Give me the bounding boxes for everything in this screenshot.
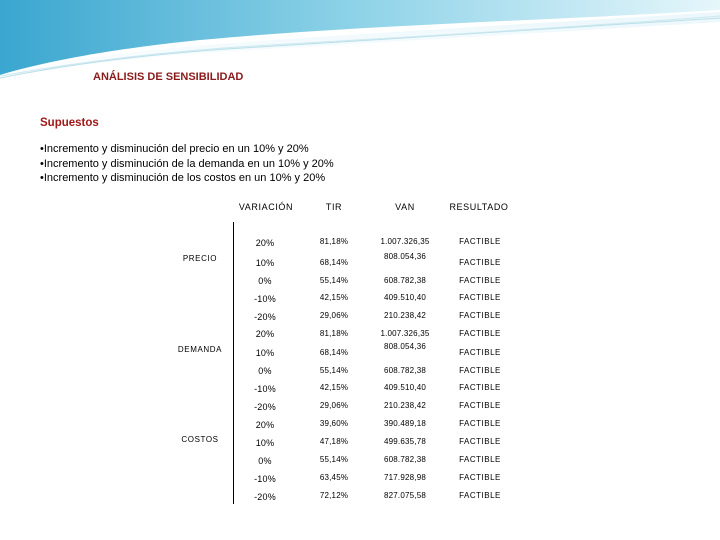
cell-variacion: -20% (254, 492, 276, 502)
cell-tir: 63,45% (319, 473, 349, 482)
table-divider (233, 222, 234, 504)
cell-resultado: FACTIBLE (459, 258, 501, 267)
cell-resultado: FACTIBLE (459, 419, 501, 428)
cell-tir: 55,14% (319, 276, 349, 285)
header-resultado: RESULTADO (449, 202, 509, 212)
assumption-item: •Incremento y disminución del precio en un 10% y 20% (40, 143, 309, 155)
cell-van: 499.635,78 (383, 437, 427, 446)
cell-resultado: FACTIBLE (459, 455, 501, 464)
cell-resultado: FACTIBLE (459, 491, 501, 500)
assumption-item: •Incremento y disminución de la demanda en un 10% y 20% (40, 157, 334, 170)
cell-tir: 42,15% (319, 383, 349, 392)
cell-variacion: -20% (254, 312, 276, 322)
cell-van: 1.007.326,35 (380, 329, 430, 338)
cell-resultado: FACTIBLE (459, 348, 501, 357)
cell-variacion: 20% (255, 238, 275, 248)
cell-variacion: -20% (254, 402, 276, 412)
cell-resultado: FACTIBLE (459, 366, 501, 375)
group-label-precio: PRECIO (182, 254, 218, 263)
header-wave-decoration (0, 0, 720, 80)
cell-variacion: -10% (254, 294, 276, 304)
cell-resultado: FACTIBLE (459, 311, 501, 320)
group-label-costos: COSTOS (181, 435, 219, 444)
cell-tir: 81,18% (319, 237, 349, 246)
cell-variacion: -10% (254, 384, 276, 394)
cell-tir: 81,18% (319, 329, 349, 338)
cell-variacion: 0% (258, 276, 272, 286)
cell-resultado: FACTIBLE (459, 401, 501, 410)
cell-resultado: FACTIBLE (459, 383, 501, 392)
assumption-item: •Incremento y disminución de los costos en un 10% y 20% (40, 172, 326, 184)
cell-resultado: FACTIBLE (459, 293, 501, 302)
cell-van: 390.489,18 (383, 419, 427, 428)
group-label-demanda: DEMANDA (177, 345, 223, 354)
cell-variacion: 20% (255, 420, 275, 430)
cell-resultado: FACTIBLE (459, 329, 501, 338)
assumptions-list (40, 142, 334, 186)
cell-van: 808.054,36 (383, 342, 427, 351)
cell-variacion: 0% (258, 366, 272, 376)
cell-tir: 39,60% (319, 419, 349, 428)
cell-van: 827.075,58 (383, 491, 427, 500)
header-tir: TIR (325, 202, 343, 212)
cell-variacion: -10% (254, 474, 276, 484)
header-variacion: VARIACIÓN (238, 202, 294, 212)
cell-variacion: 10% (255, 258, 275, 268)
cell-van: 210.238,42 (383, 401, 427, 410)
cell-tir: 29,06% (319, 401, 349, 410)
cell-tir: 47,18% (319, 437, 349, 446)
cell-variacion: 10% (255, 438, 275, 448)
cell-resultado: FACTIBLE (459, 276, 501, 285)
cell-van: 717.928,98 (383, 473, 427, 482)
cell-resultado: FACTIBLE (459, 437, 501, 446)
cell-van: 608.782,38 (383, 455, 427, 464)
cell-tir: 72,12% (319, 491, 349, 500)
cell-van: 808.054,36 (383, 252, 427, 261)
cell-tir: 68,14% (319, 258, 349, 267)
header-van: VAN (395, 202, 415, 212)
cell-variacion: 10% (255, 348, 275, 358)
cell-van: 409.510,40 (383, 383, 427, 392)
cell-variacion: 20% (255, 329, 275, 339)
cell-tir: 55,14% (319, 366, 349, 375)
section-subtitle: Supuestos (40, 117, 99, 129)
cell-tir: 68,14% (319, 348, 349, 357)
cell-van: 409.510,40 (383, 293, 427, 302)
cell-resultado: FACTIBLE (459, 237, 501, 246)
cell-variacion: 0% (258, 456, 272, 466)
page-title: ANÁLISIS DE SENSIBILIDAD (93, 71, 244, 83)
cell-van: 1.007.326,35 (380, 237, 430, 246)
cell-van: 608.782,38 (383, 276, 427, 285)
cell-tir: 55,14% (319, 455, 349, 464)
cell-van: 210.238,42 (383, 311, 427, 320)
cell-tir: 42,15% (319, 293, 349, 302)
cell-van: 608.782,38 (383, 366, 427, 375)
cell-tir: 29,06% (319, 311, 349, 320)
cell-resultado: FACTIBLE (459, 473, 501, 482)
